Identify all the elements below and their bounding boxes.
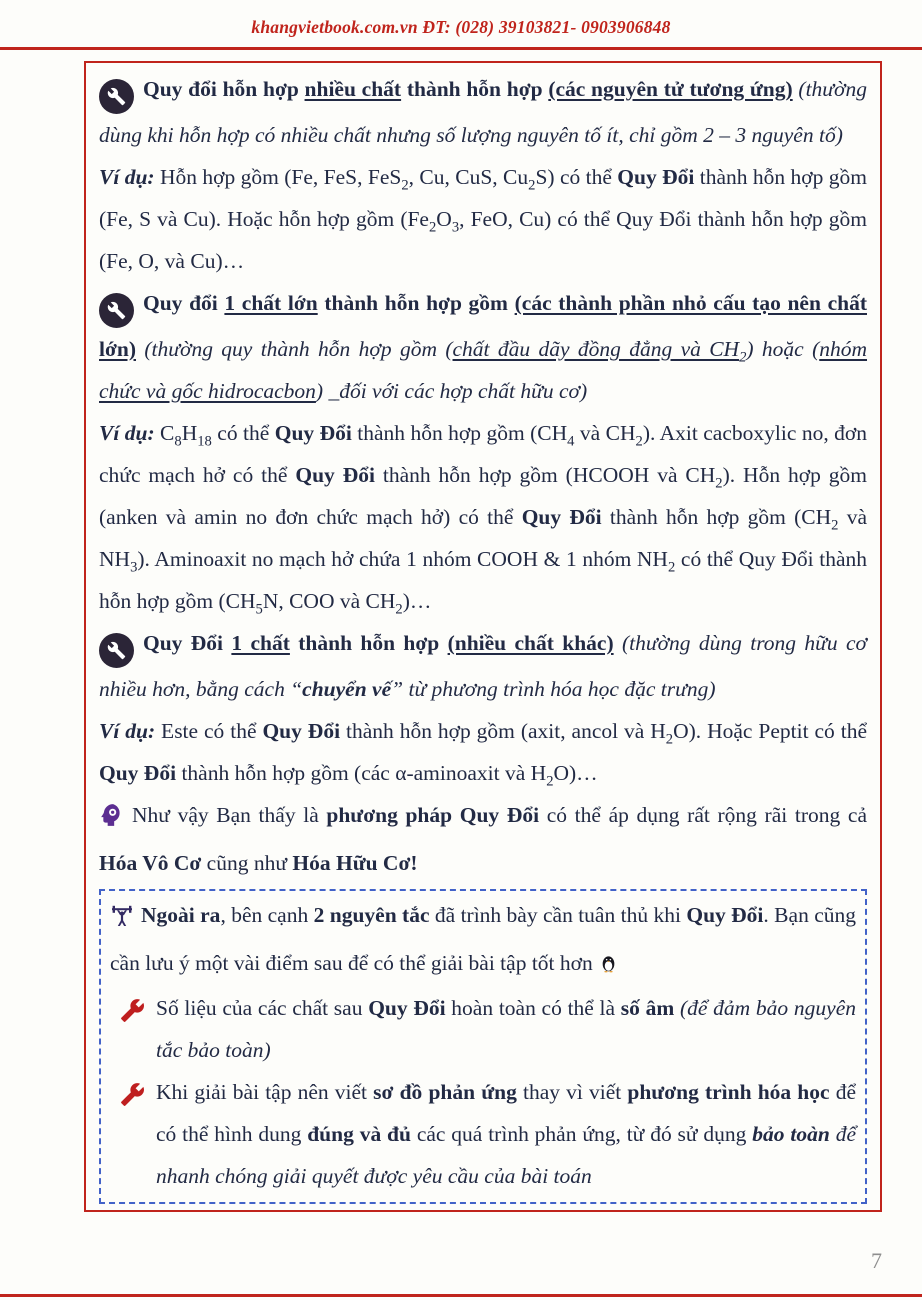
hammer-wrench-icon [99,293,134,328]
weight-lifter-icon [110,900,134,942]
page-number: 7 [871,1248,882,1273]
example-2-paragraph [99,412,867,622]
principle-1-paragraph [99,68,867,156]
paragraph-text: Ví dụ: $C_8H_{18}$ có thể Quy Đổi thành hỗn hợp gồm ($CH_4$ và $CH_2$). Axit cacboxylic no, đơn chức mạch hở có thể Quy Đổi thành hỗn hợp gồm (HCOOH và $CH_2$). Hỗn hợp gồm (anken và amin no đơn chức mạch hở) có thể Quy Đổi thành hỗn hợp gồm ($CH_2$ và $NH_3$). Aminoaxit no mạch hở chứa 1 nhóm COOH & 1 nhóm $NH_2$ có thể Quy Đổi thành hỗn hợp gồm ($CH_5N$, COO và $CH_2)\dots$ [99,421,868,618]
content-frame [84,61,882,1212]
paragraph-text: Như vậy Bạn thấy là phương pháp Quy Đổi có thể áp dụng rất rộng rãi trong cả Hóa Vô Cơ cũng như Hóa Hữu Cơ! [99,803,867,875]
wrench-icon [110,987,156,1071]
summary-paragraph [99,794,867,884]
penguin-icon [600,945,617,987]
note-bullet-text: Khi giải bài tập nên viết sơ đồ phản ứng thay vì viết phương trình hóa học để có thể hình dung đúng và đủ các quá trình phản ứng, từ đó sử dụng bảo toàn để nhanh chóng giải quyết được yêu cầu của bài toán [156,1080,856,1188]
note-bullet-2 [110,1071,856,1197]
note-bullet-1 [110,987,856,1071]
example-3-paragraph [99,710,867,794]
note-bullet-text: Số liệu của các chất sau Quy Đổi hoàn toàn có thể là số âm (để đảm bảo nguyên tắc bảo toàn) [156,996,856,1062]
paragraph-text: Ví dụ: Este có thể Quy Đổi thành hỗn hợp gồm (axit, ancol và $H_2O$). Hoặc Peptit có thể Quy Đổi thành hỗn hợp gồm (các α-aminoaxit và $H_2O)\dots$ [99,719,867,790]
paragraph-text: Ví dụ: Hỗn hợp gồm (Fe, FeS, FeS$_2$, Cu, CuS, $Cu_2S$) có thể Quy Đổi thành hỗn hợp gồm (Fe, S và Cu). Hoặc hỗn hợp gồm ($Fe_2O_3$, FeO, Cu) có thể Quy Đổi thành hỗn hợp gồm (Fe, O, và Cu)… [99,165,868,273]
note-intro-text: Ngoài ra, bên cạnh 2 nguyên tắc đã trình bày cần tuân thủ khi Quy Đổi. Bạn cũng cần lưu ý một vài điểm sau để có thể giải bài tập tốt hơn [110,903,856,975]
hammer-wrench-icon [99,633,134,668]
footer-rule [0,1294,922,1297]
paragraph-text: Quy Đổi 1 chất thành hỗn hợp (nhiều chất khác) (thường dùng trong hữu cơ nhiều hơn, bằng cách “chuyển vế” từ phương trình hóa học đặc trưng) [99,631,867,701]
page-header [0,0,922,38]
example-1-paragraph [99,156,867,282]
note-intro-paragraph [110,894,856,987]
principle-2-paragraph [99,282,867,412]
principle-3-paragraph [99,622,867,710]
mind-gear-icon [99,800,125,842]
wrench-icon [110,1071,156,1197]
header-text: khangvietbook.com.vn ĐT: (028) 39103821- 0903906848 [251,17,671,37]
paragraph-text: Quy đổi hỗn hợp nhiều chất thành hỗn hợp (các nguyên tử tương ứng) (thường dùng khi hỗn hợp có nhiều chất nhưng số lượng nguyên tố ít, chỉ gồm 2 – 3 nguyên tố) [99,77,868,147]
hammer-wrench-icon [99,79,134,114]
header-rule [0,47,922,50]
note-box [99,889,867,1204]
paragraph-text: Quy đổi 1 chất lớn thành hỗn hợp gồm (các thành phần nhỏ cấu tạo nên chất lớn) (thường quy thành hỗn hợp gồm (chất đầu dãy đồng đẳng và $CH_2$) hoặc (nhóm chức và gốc hidrocacbon) _đối với các hợp chất hữu cơ) [99,291,868,403]
